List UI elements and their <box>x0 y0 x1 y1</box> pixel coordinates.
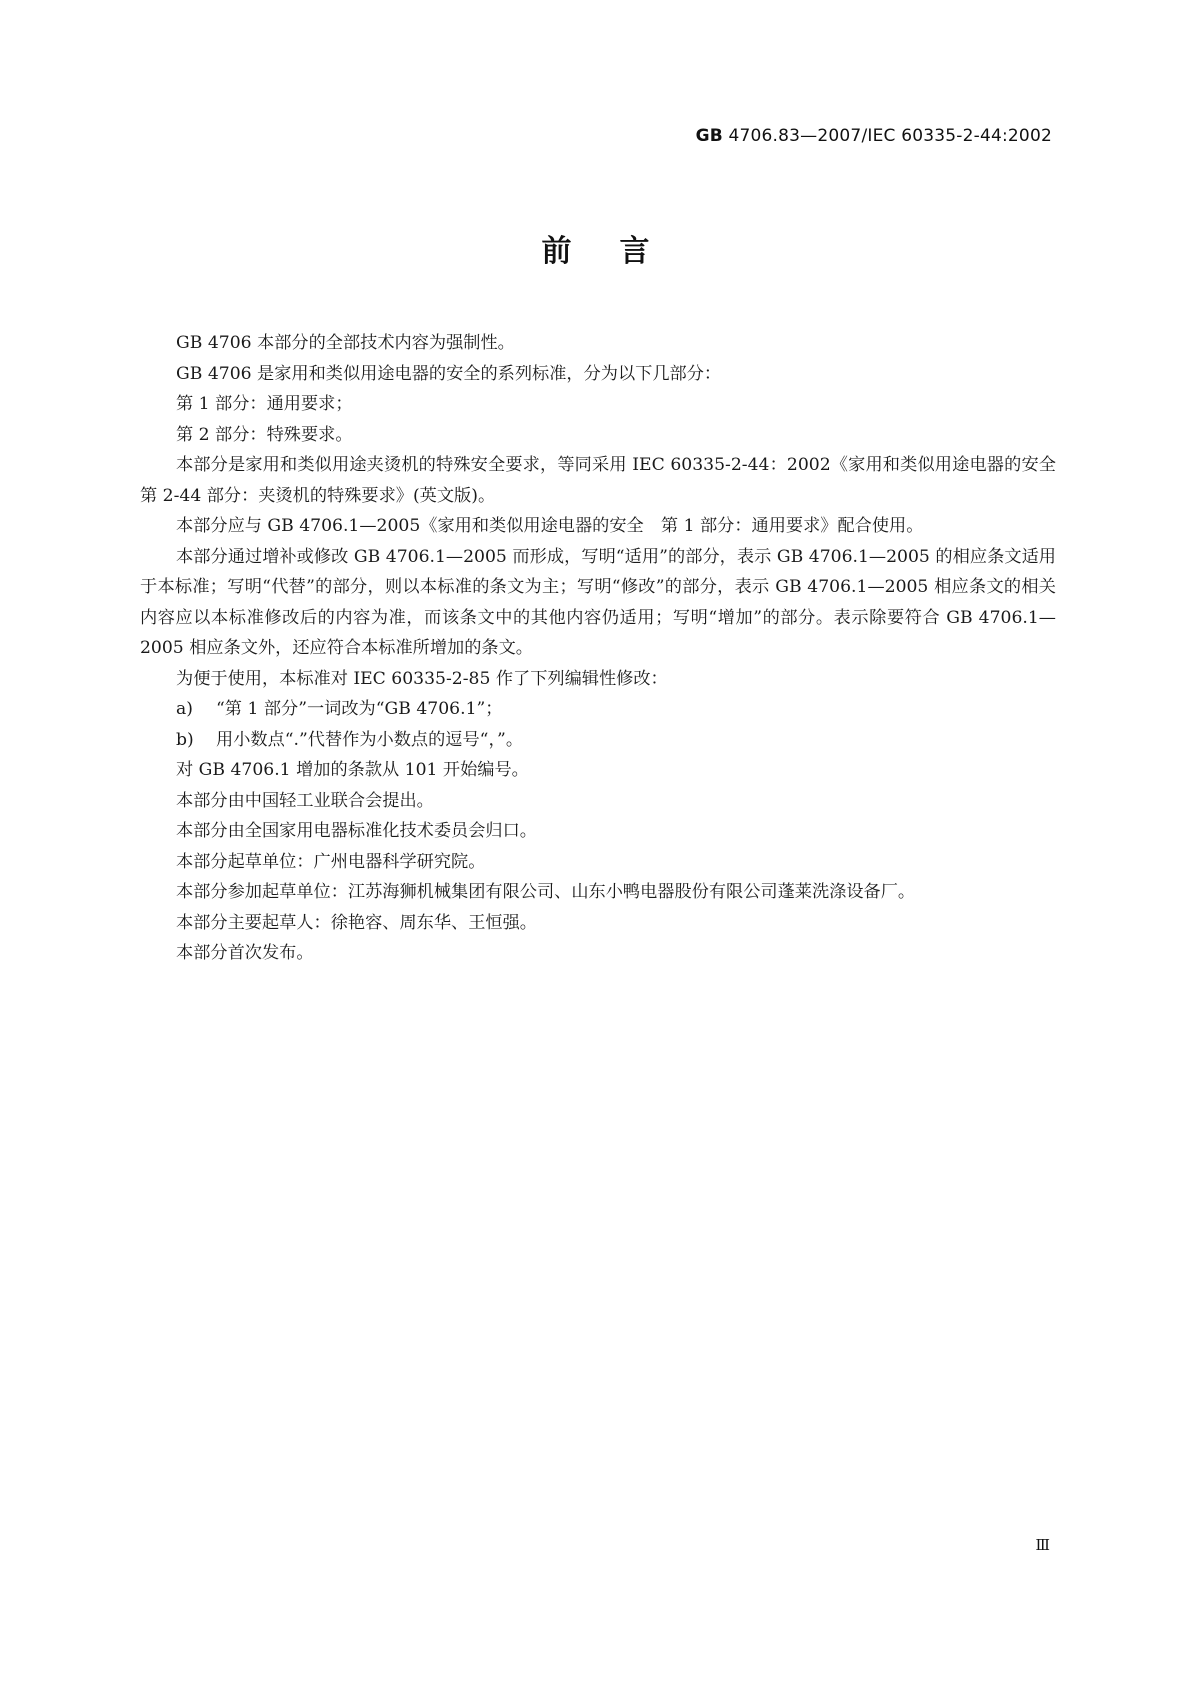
paragraph: 本部分是家用和类似用途夹烫机的特殊安全要求，等同采用 IEC 60335-2-44：2002《家用和类似用途电器的安全 第 2-44 部分：夹烫机的特殊要求》(英文版)。 <box>140 455 1074 506</box>
page-number: Ⅲ <box>1035 1536 1050 1554</box>
paragraph: 本部分主要起草人：徐艳容、周东华、王恒强。 <box>176 912 537 933</box>
paragraph: 第 2 部分：特殊要求。 <box>176 424 353 445</box>
paragraph: 本部分首次发布。 <box>176 943 314 963</box>
list-item-text: “第 1 部分”一词改为“GB 4706.1”； <box>216 699 503 719</box>
paragraph: 本部分通过增补或修改 GB 4706.1—2005 而形成，写明“适用”的部分，表示 GB 4706.1—2005 的相应条文适用于本标准；写明“代替”的部分，则以本标准的条文为主；写明“修改”的部分，表示 GB 4706.1—2005 相应条文的相关内容应以本标准修改后的内容为准，而该条文中的其他内容仍适用；写明“增加”的部分。表示除要符合 GB 4706.1—2005 相应条文外，还应符合本标准所增加的条文。 <box>140 546 1056 658</box>
paragraph: 本部分由中国轻工业联合会提出。 <box>176 790 434 811</box>
standard-code-header <box>696 126 1052 146</box>
paragraph: 第 1 部分：通用要求； <box>176 394 353 414</box>
paragraph: 本部分参加起草单位：江苏海狮机械集团有限公司、山东小鸭电器股份有限公司蓬莱洗涤设备厂。 <box>176 882 916 902</box>
paragraph: 本部分由全国家用电器标准化技术委员会归口。 <box>176 821 537 841</box>
paragraph: 本部分起草单位：广州电器科学研究院。 <box>176 851 486 872</box>
paragraph: GB 4706 是家用和类似用途电器的安全的系列标准，分为以下几部分： <box>176 363 722 384</box>
standard-code-number: 4706.83—2007/IEC 60335-2-44:2002 <box>722 126 1052 146</box>
paragraph: 为便于使用，本标准对 IEC 60335-2-85 作了下列编辑性修改： <box>176 668 668 689</box>
paragraph: 对 GB 4706.1 增加的条款从 101 开始编号。 <box>176 760 529 780</box>
list-item-text: 用小数点“.”代替作为小数点的逗号“，”。 <box>216 729 524 750</box>
standard-code-gb: GB <box>695 126 723 146</box>
foreword-body <box>140 328 1074 969</box>
list-item <box>140 694 1056 725</box>
list-marker: a) <box>176 699 193 719</box>
list-marker: b) <box>176 729 194 750</box>
list-item <box>140 725 1056 756</box>
page-title: 前言 <box>541 234 698 269</box>
paragraph: 本部分应与 GB 4706.1—2005《家用和类似用途电器的安全 第 1 部分：通用要求》配合使用。 <box>176 516 924 536</box>
paragraph: GB 4706 本部分的全部技术内容为强制性。 <box>176 333 515 353</box>
